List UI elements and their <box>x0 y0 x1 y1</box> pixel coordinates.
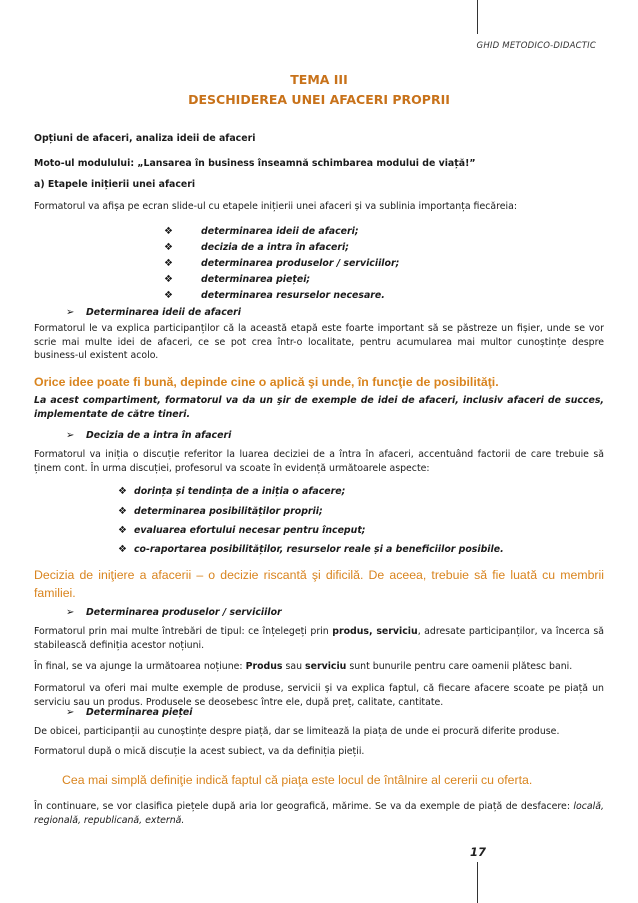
diamond-bullet-icon: ❖ <box>164 242 173 253</box>
highlight-quote: Orice idee poate fi bună, depinde cine o aplică şi unde, în funcţie de posibilităţi. <box>34 375 499 389</box>
diamond-bullet-icon: ❖ <box>164 274 173 285</box>
diamond-bullet-icon: ❖ <box>164 226 173 237</box>
diamond-bullet-icon: ❖ <box>118 544 127 555</box>
paragraph: În continuare, se vor clasifica piețele după aria lor geografică, mărime. Se va da exemple de piață de desfacere: locală, regională, republicană, externă. <box>34 801 604 826</box>
diamond-bullet-icon: ❖ <box>118 525 127 536</box>
arrow-bullet-icon: ➢ <box>66 607 75 618</box>
chapter-number: TEMA III <box>290 72 348 87</box>
section-a-heading: a) Etapele inițierii unei afaceri <box>34 179 196 190</box>
arrow-bullet-icon: ➢ <box>66 430 75 441</box>
top-divider-line <box>477 0 478 34</box>
paragraph: Formatorul le va explica participanților că la această etapă este foarte important să se păstreze un fișier, unde se vor scrie mai multe idei de afaceri, ce se pot crea într-o localitate, pentru acumularea mai multor cunoștințe despre business-ul existent acolo. <box>34 323 604 362</box>
page-number: 17 <box>470 845 487 859</box>
diamond-bullet-icon: ❖ <box>164 258 173 269</box>
paragraph-italic: La acest compartiment, formatorul va da un şir de exemple de idei de afaceri, inclusiv afaceri de succes, implementate de către tineri. <box>34 395 604 420</box>
paragraph: În final, se va ajunge la următoarea noțiune: Produs sau serviciu sunt bunurile pentru care oamenii plătesc bani. <box>34 661 573 672</box>
bottom-divider-line <box>477 862 478 903</box>
module-motto: Moto-ul modulului: „Lansarea în business înseamnă schimbarea modului de viață!” <box>34 158 476 169</box>
paragraph: Formatorul prin mai multe întrebări de tipul: ce înțelegeți prin produs, serviciu, adresate participanților, va încerca să stabilească definiția acestor noțiuni. <box>34 626 604 651</box>
diamond-bullet-icon: ❖ <box>118 486 127 497</box>
highlight-quote: Cea mai simplă definiţie indică faptul că piaţa este locul de întâlnire al cererii cu oferta. <box>62 773 533 787</box>
paragraph: Formatorul va oferi mai multe exemple de produse, servicii și va explica faptul, că fiecare afacere scoate pe piață un serviciu sau un produs. Produsele se deosebesc între ele, după preț, calitate, cantitate. <box>34 683 604 708</box>
diamond-bullet-icon: ❖ <box>118 506 127 517</box>
chapter-title: DESCHIDEREA UNEI AFACERI PROPRII <box>188 92 450 107</box>
highlight-quote: Decizia de iniţiere a afacerii – o decizie riscantă şi dificilă. De aceea, trebuie să fie luată cu membrii familiei. <box>34 568 604 600</box>
arrow-bullet-icon: ➢ <box>66 707 75 718</box>
arrow-bullet-icon: ➢ <box>66 307 75 318</box>
section-subtitle: Opțiuni de afaceri, analiza ideii de afaceri <box>34 133 256 144</box>
paragraph: Formatorul după o mică discuție la acest subiect, va da definiția pieții. <box>34 746 365 757</box>
paragraph: De obicei, participanții au cunoștințe despre piață, dar se limitează la piața de unde ei procură diferite produse. <box>34 726 560 737</box>
running-header: GHID METODICO-DIDACTIC <box>476 41 596 51</box>
paragraph-intro: Formatorul va afișa pe ecran slide-ul cu etapele inițierii unei afaceri și va sublinia importanța fiecăreia: <box>34 201 518 212</box>
diamond-bullet-icon: ❖ <box>164 290 173 301</box>
paragraph: Formatorul va iniția o discuție referitor la luarea deciziei de a întra în afaceri, accentuând factorii de care trebuie să ținem cont. În urma discuției, profesorul va scoate în evidență următoarele aspecte: <box>34 449 604 474</box>
